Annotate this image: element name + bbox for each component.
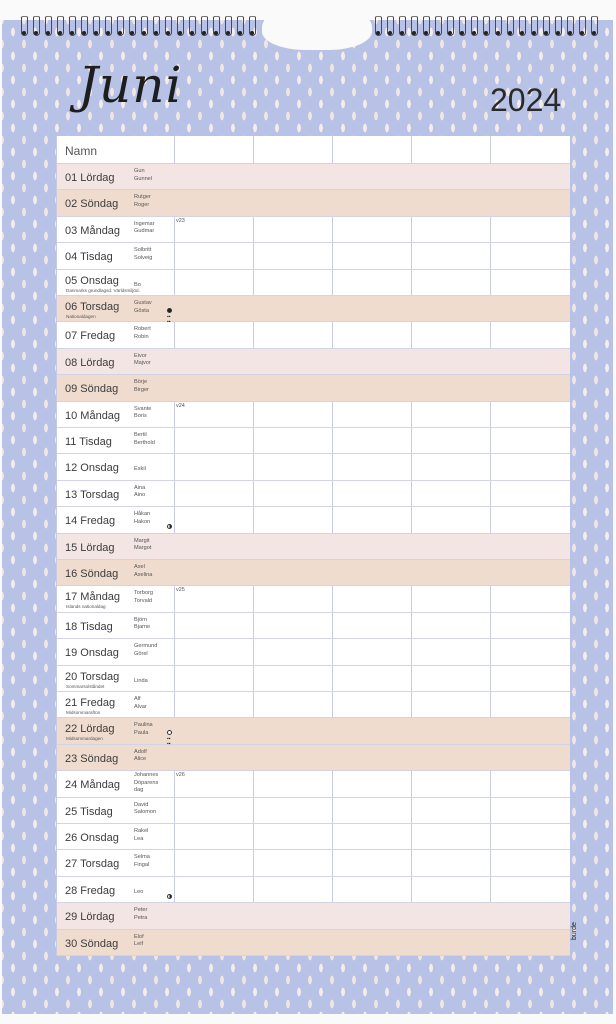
name-day: Bo [134,281,141,288]
day-label: 19 Onsdag [65,647,119,660]
name-day: Håkan Hakon [134,511,151,525]
day-row[interactable] [57,692,570,718]
name-day: Gun Gunnel [134,168,153,182]
moon-phase-icon [167,308,172,313]
day-row[interactable] [57,930,570,956]
spiral-loop [54,16,66,38]
spiral-loop [372,16,384,38]
day-label: 08 Lördag [65,356,115,369]
name-day: Alf Alvar [134,696,147,710]
day-row[interactable] [57,164,570,190]
day-label: 30 Söndag [65,937,119,950]
spiral-loop [114,16,126,38]
spiral-loop [186,16,198,38]
day-row[interactable] [57,666,570,692]
day-row[interactable] [57,190,570,216]
month-title: Juni [78,56,183,114]
name-day: Robert Robin [134,326,151,340]
name-day: Selma Fingal [134,854,150,868]
spiral-loop [162,16,174,38]
spiral-loop [492,16,504,38]
day-label: 07 Fredag [65,330,116,343]
day-row[interactable] [57,639,570,665]
spiral-loop [102,16,114,38]
holiday-label: Islands nationaldag [66,604,106,610]
day-row[interactable] [57,243,570,269]
day-label: 26 Onsdag [65,832,119,844]
name-day: Rutger Roger [134,194,151,208]
hanger-cutout [262,4,372,50]
name-day: Solbritt Solveig [134,247,153,261]
spiral-loop [396,16,408,38]
name-day: Paulina Paula [134,722,153,736]
spiral-loop [468,16,480,38]
name-day: Eskil [134,466,146,473]
day-row[interactable] [57,454,570,480]
day-label: 02 Söndag [65,198,119,211]
day-row[interactable] [57,850,570,876]
name-day: Elof Leif [134,933,144,948]
day-row[interactable] [57,903,570,929]
name-day: David Salomon [134,801,157,816]
day-label: 22 Lördag [65,723,115,736]
day-row[interactable] [57,402,570,428]
spiral-loop [150,16,162,38]
day-row[interactable] [57,745,570,771]
spiral-loop [42,16,54,38]
spiral-loop [198,16,210,38]
day-row[interactable] [57,613,570,639]
spiral-loop [528,16,540,38]
name-day: Björn Bjarne [134,616,151,631]
day-label: 01 Lördag [65,172,115,184]
holiday-label: Sommarsolståndet [66,683,105,689]
day-label: 17 Måndag [65,591,121,604]
day-row[interactable] [57,270,570,296]
spiral-loop [456,16,468,38]
moon-phase-icon [167,524,172,529]
spiral-loop [552,16,564,38]
day-label: 12 Onsdag [65,462,119,475]
name-day: Leo [134,888,144,895]
flag-day-icon: ▪▪ ▪▪ [167,314,171,325]
spiral-loop [222,16,234,38]
day-row[interactable] [57,322,570,348]
spiral-loop [576,16,588,38]
spiral-loop [384,16,396,38]
spiral-loop [30,16,42,38]
spiral-loop [588,16,600,38]
name-day: Linda [134,677,148,684]
day-label: 24 Måndag [65,779,121,792]
day-row[interactable] [57,798,570,824]
day-label: 18 Tisdag [65,620,113,633]
spiral-loop [78,16,90,38]
day-row[interactable] [57,428,570,454]
name-day: Torborg Torvald [134,590,153,604]
spiral-loop [480,16,492,38]
spiral-loop [444,16,456,38]
planner-grid [56,136,570,956]
spiral-loop [420,16,432,38]
spiral-loop [246,16,258,38]
day-row[interactable] [57,375,570,401]
day-label: 20 Torsdag [65,670,120,683]
day-row[interactable] [57,296,570,325]
name-day: Bertil Berthold [134,432,155,446]
day-label: 03 Måndag [65,224,121,237]
week-number: v24 [176,402,185,409]
day-row[interactable] [57,349,570,375]
name-day: Börje Birger [134,379,149,393]
spiral-loop [174,16,186,38]
name-day: Svante Boris [134,405,152,420]
name-day: Aina Aino [134,484,146,499]
spiral-loop [432,16,444,38]
day-label: 27 Torsdag [65,858,120,871]
spiral-loop [90,16,102,38]
spiral-loop [564,16,576,38]
day-row[interactable] [57,877,570,903]
name-day: Eivor Majvor [134,352,151,367]
name-day: Margit Margot [134,537,152,552]
name-day: Axel Axelina [134,564,153,578]
day-row[interactable] [57,771,570,797]
week-number: v26 [176,772,185,779]
day-row[interactable] [57,481,570,507]
day-row[interactable] [57,217,570,243]
day-label: 09 Söndag [65,383,119,396]
flag-day-icon: ▪▪ [167,736,171,743]
day-label: 21 Fredag [65,697,116,709]
day-label: 11 Tisdag [65,436,112,448]
week-number: v25 [176,587,185,594]
spiral-loop [540,16,552,38]
holiday-label: Midsommarafton [66,710,101,715]
week-number: v23 [176,217,185,224]
spiral-loop [126,16,138,38]
moon-phase-icon [167,730,172,735]
holiday-label: Nationaldagen [66,314,96,319]
year-label: 2024 [490,82,562,118]
name-day: Johannes Döparens dag [134,772,159,794]
day-label: 25 Tisdag [65,805,113,818]
name-day: Rakel Lea [134,828,149,842]
day-label: 28 Fredag [65,884,116,897]
day-row[interactable] [57,507,570,533]
spiral-binding-right [372,16,600,38]
day-label: 06 Torsdag [65,301,120,313]
day-label: 05 Onsdag [65,274,119,287]
day-label: 04 Tisdag [65,251,113,264]
day-label: 14 Fredag [65,515,116,528]
header-row [57,136,570,164]
day-label: 13 Torsdag [65,488,120,501]
spiral-loop [18,16,30,38]
day-label: 23 Söndag [65,752,119,765]
name-day: Gustav Gösta [134,300,152,314]
spiral-loop [66,16,78,38]
brand-logo: burde [571,922,578,940]
spiral-loop [210,16,222,38]
day-label: 29 Lördag [65,911,115,924]
spiral-loop [516,16,528,38]
holiday-label: Midsommardagen [66,736,103,742]
holiday-label: Danmarks grundlagsd. Världsmiljöd. [66,287,140,293]
name-day: Ingemar Gudmar [134,220,155,235]
day-label: 16 Söndag [65,568,119,580]
name-column-header: Namn [65,144,98,158]
day-row[interactable] [57,824,570,850]
day-label: 15 Lördag [65,541,115,554]
day-row[interactable] [57,534,570,560]
spiral-loop [504,16,516,38]
spiral-loop [234,16,246,38]
name-day: Peter Petra [134,907,148,921]
day-row[interactable] [57,718,570,744]
spiral-loop [138,16,150,38]
day-row[interactable] [57,560,570,586]
day-label: 10 Måndag [65,409,121,422]
name-day: Adolf Alice [134,748,147,763]
spiral-loop [408,16,420,38]
spiral-binding-left [18,16,258,38]
moon-phase-icon [167,894,172,899]
name-day: Germund Görel [134,643,158,657]
day-row[interactable] [57,586,570,612]
